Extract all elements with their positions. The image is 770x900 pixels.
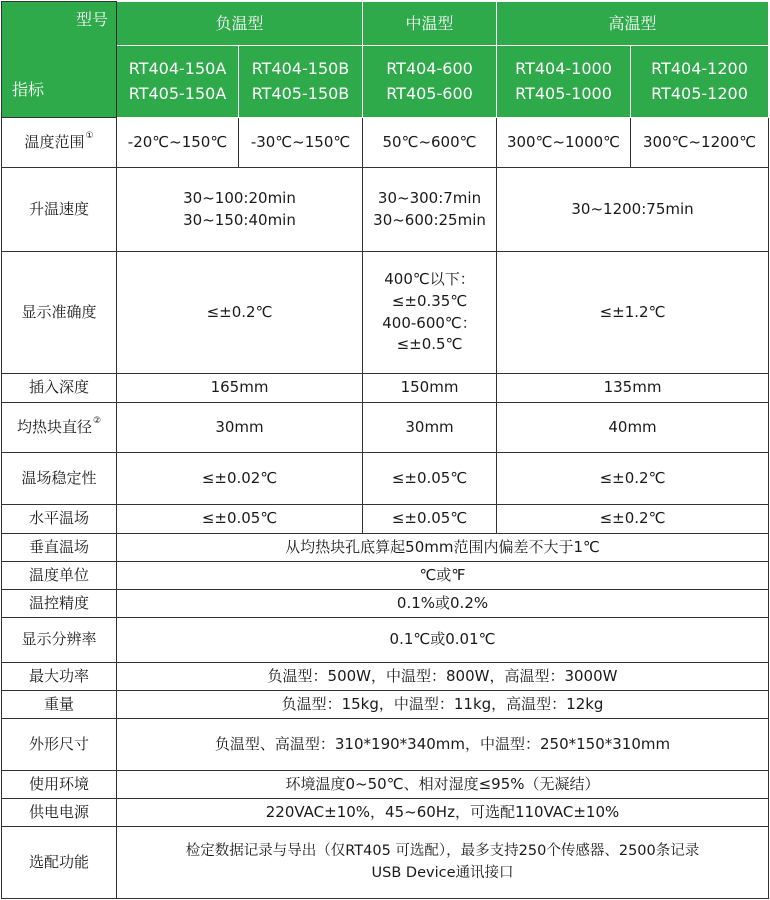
group-high: 高温型 xyxy=(497,2,769,46)
cell-value: 135mm xyxy=(497,374,769,403)
cell-value: 0.1℃或0.01℃ xyxy=(117,618,769,663)
row-label: 重量 xyxy=(2,691,117,719)
row-label: 最大功率 xyxy=(2,663,117,691)
cell-value: 300℃~1000℃ xyxy=(497,118,631,168)
row-max-power xyxy=(2,663,769,691)
cell-value: 0.1%或0.2% xyxy=(117,590,769,618)
row-display-accuracy xyxy=(2,252,769,374)
cell-value: ≤±0.02℃ xyxy=(117,453,363,505)
row-display-resolution xyxy=(2,618,769,663)
model-150b: RT404-150B RT405-150B xyxy=(239,46,363,118)
row-insert-depth xyxy=(2,374,769,403)
model-150a: RT404-150A RT405-150A xyxy=(117,46,239,118)
cell-value: 40mm xyxy=(497,403,769,453)
cell-value: ≤±0.05℃ xyxy=(363,505,497,534)
row-label: 垂直温场 xyxy=(2,534,117,562)
row-label: 温度单位 xyxy=(2,562,117,590)
cell-value: ≤±0.2℃ xyxy=(117,252,363,374)
row-options xyxy=(2,827,769,899)
cell-value: ≤±1.2℃ xyxy=(497,252,769,374)
model-1200: RT404-1200 RT405-1200 xyxy=(631,46,769,118)
row-power-supply xyxy=(2,799,769,827)
model-600: RT404-600 RT405-600 xyxy=(363,46,497,118)
cell-value: ≤±0.2℃ xyxy=(497,453,769,505)
row-label: 温度范围① xyxy=(2,118,117,168)
model-1000: RT404-1000 RT405-1000 xyxy=(497,46,631,118)
cell-value: 从均热块孔底算起50mm范围内偏差不大于1℃ xyxy=(117,534,769,562)
corner-indicator-label: 指标 xyxy=(12,79,45,99)
cell-value: 30~1200:75min xyxy=(497,168,769,252)
row-vertical-field xyxy=(2,534,769,562)
row-temp-range xyxy=(2,118,769,168)
row-weight xyxy=(2,691,769,719)
row-label: 升温速度 xyxy=(2,168,117,252)
cell-value: 30mm xyxy=(363,403,497,453)
cell-value: 负温型：15kg，中温型：11kg，高温型：12kg xyxy=(117,691,769,719)
group-negative: 负温型 xyxy=(117,2,363,46)
row-heating-speed xyxy=(2,168,769,252)
cell-value: 150mm xyxy=(363,374,497,403)
cell-value: 300℃~1200℃ xyxy=(631,118,769,168)
cell-value: 负温型、高温型：310*190*340mm，中温型：250*150*310mm xyxy=(117,719,769,771)
cell-value: 30~100:20min 30~150:40min xyxy=(117,168,363,252)
cell-value: 30~300:7min 30~600:25min xyxy=(363,168,497,252)
cell-value: ≤±0.05℃ xyxy=(117,505,363,534)
cell-value: -30℃~150℃ xyxy=(239,118,363,168)
row-horizontal-field xyxy=(2,505,769,534)
row-label: 选配功能 xyxy=(2,827,117,899)
cell-value: 50℃~600℃ xyxy=(363,118,497,168)
cell-value: 检定数据记录与导出（仅RT405 可选配），最多支持250个传感器、2500条记录 USB Device通讯接口 xyxy=(117,827,769,899)
corner-model-label: 型号 xyxy=(75,10,108,29)
row-label: 温场稳定性 xyxy=(2,453,117,505)
header-model-row xyxy=(2,46,769,118)
cell-value: 400℃以下： ≤±0.35℃ 400-600℃： ≤±0.5℃ xyxy=(363,252,497,374)
footnote-marker: ① xyxy=(85,130,94,141)
row-label: 水平温场 xyxy=(2,505,117,534)
row-label: 显示分辨率 xyxy=(2,618,117,663)
cell-value: 165mm xyxy=(117,374,363,403)
cell-value: 30mm xyxy=(117,403,363,453)
row-temp-unit xyxy=(2,562,769,590)
row-label: 使用环境 xyxy=(2,771,117,799)
row-label: 外形尺寸 xyxy=(2,719,117,771)
row-label: 温控精度 xyxy=(2,590,117,618)
cell-value: ≤±0.2℃ xyxy=(497,505,769,534)
cell-value: 环境温度0~50℃、相对湿度≤95%（无凝结） xyxy=(117,771,769,799)
row-label: 供电电源 xyxy=(2,799,117,827)
row-label: 显示准确度 xyxy=(2,252,117,374)
cell-value: ≤±0.05℃ xyxy=(363,453,497,505)
row-control-precision xyxy=(2,590,769,618)
cell-value: -20℃~150℃ xyxy=(117,118,239,168)
header-group-row xyxy=(2,2,769,46)
row-dimensions xyxy=(2,719,769,771)
row-block-diameter xyxy=(2,403,769,453)
row-field-stability xyxy=(2,453,769,505)
footnote-marker: ② xyxy=(92,415,102,426)
row-label: 均热块直径② xyxy=(2,403,117,453)
cell-value: 负温型：500W，中温型：800W，高温型：3000W xyxy=(117,663,769,691)
cell-value: 220VAC±10%，45~60Hz，可选配110VAC±10% xyxy=(117,799,769,827)
header-corner xyxy=(2,2,117,118)
row-environment xyxy=(2,771,769,799)
spec-table xyxy=(1,1,769,899)
row-label: 插入深度 xyxy=(2,374,117,403)
group-medium: 中温型 xyxy=(363,2,497,46)
cell-value: ℃或℉ xyxy=(117,562,769,590)
